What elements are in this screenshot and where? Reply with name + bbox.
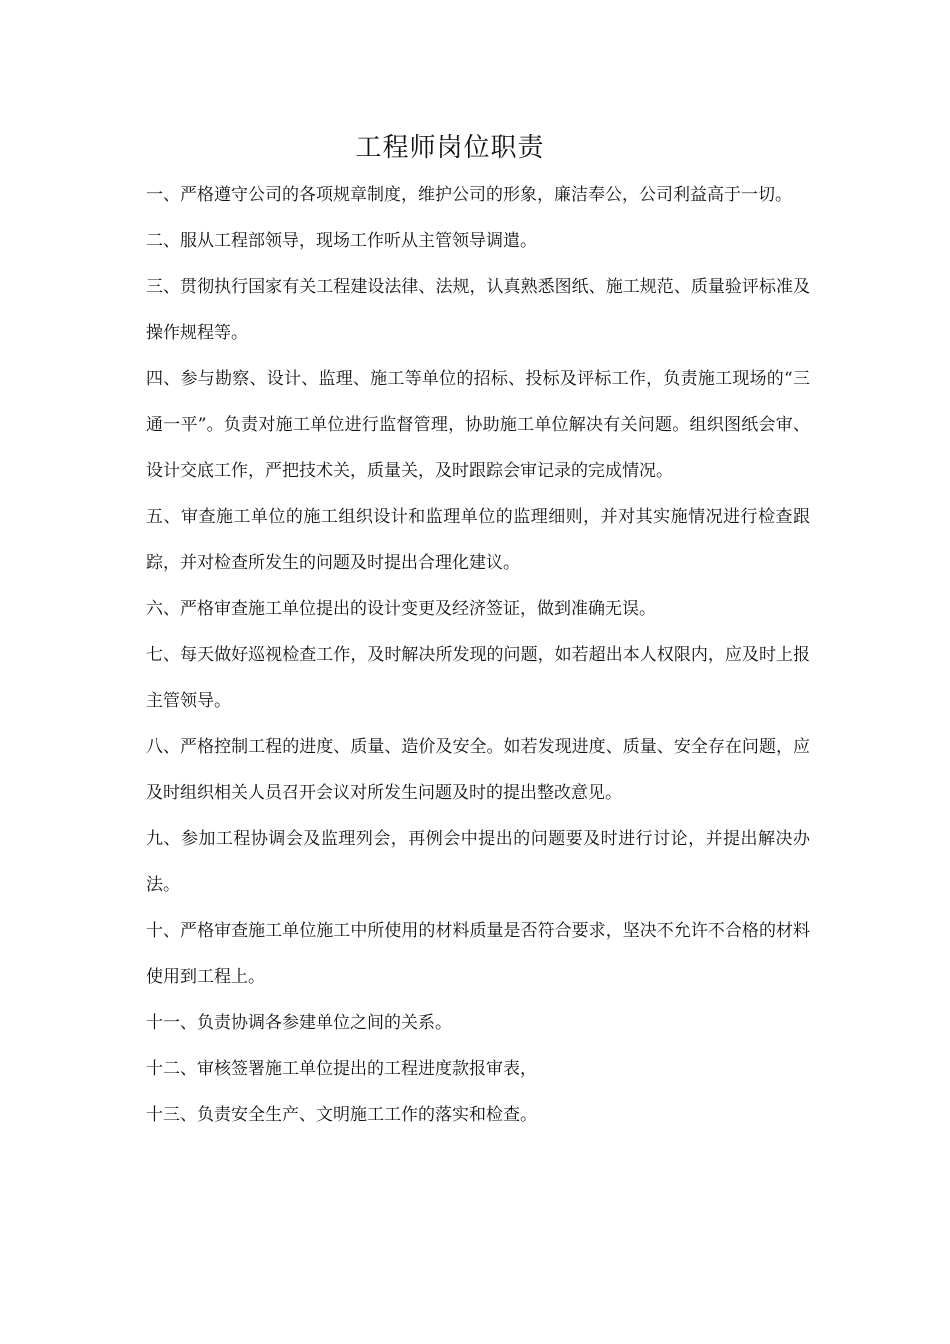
duty-item-11: 十一、负责协调各参建单位之间的关系。 — [146, 1013, 452, 1033]
duty-item-9: 九、参加工程协调会及监理列会，再例会中提出的问题要及时进行讨论，并提出解决办法。 — [146, 829, 810, 895]
duty-item-7: 七、每天做好巡视检查工作，及时解决所发现的问题，如若超出本人权限内，应及时上报主管领导。 — [146, 645, 810, 711]
page-title: 工程师岗位职责 — [355, 133, 545, 163]
duty-list — [146, 172, 810, 1138]
duty-item-13: 十三、负责安全生产、文明施工工作的落实和检查。 — [146, 1105, 537, 1125]
duty-item-2: 二、服从工程部领导，现场工作听从主管领导调遣。 — [146, 231, 537, 251]
duty-item-4: 四、参与勘察、设计、监理、施工等单位的招标、投标及评标工作，负责施工现场的“三通一平”。负责对施工单位进行监督管理，协助施工单位解决有关问题。组织图纸会审、设计交底工作，严把技术关，质量关，及时跟踪会审记录的完成情况。 — [146, 369, 810, 481]
duty-item-6: 六、严格审查施工单位提出的设计变更及经济签证，做到准确无误。 — [146, 599, 656, 619]
duty-item-10: 十、严格审查施工单位施工中所使用的材料质量是否符合要求，坚决不允许不合格的材料使用到工程上。 — [146, 921, 810, 987]
duty-item-5: 五、审查施工单位的施工组织设计和监理单位的监理细则，并对其实施情况进行检查跟踪，并对检查所发生的问题及时提出合理化建议。 — [146, 507, 810, 573]
duty-item-1: 一、严格遵守公司的各项规章制度，维护公司的形象，廉洁奉公，公司利益高于一切。 — [146, 185, 792, 205]
duty-item-3: 三、贯彻执行国家有关工程建设法律、法规，认真熟悉图纸、施工规范、质量验评标准及操作规程等。 — [146, 277, 810, 343]
duty-item-12: 十二、审核签署施工单位提出的工程进度款报审表， — [146, 1059, 537, 1079]
duty-item-8: 八、严格控制工程的进度、质量、造价及安全。如若发现进度、质量、安全存在问题，应及时组织相关人员召开会议对所发生问题及时的提出整改意见。 — [146, 737, 810, 803]
